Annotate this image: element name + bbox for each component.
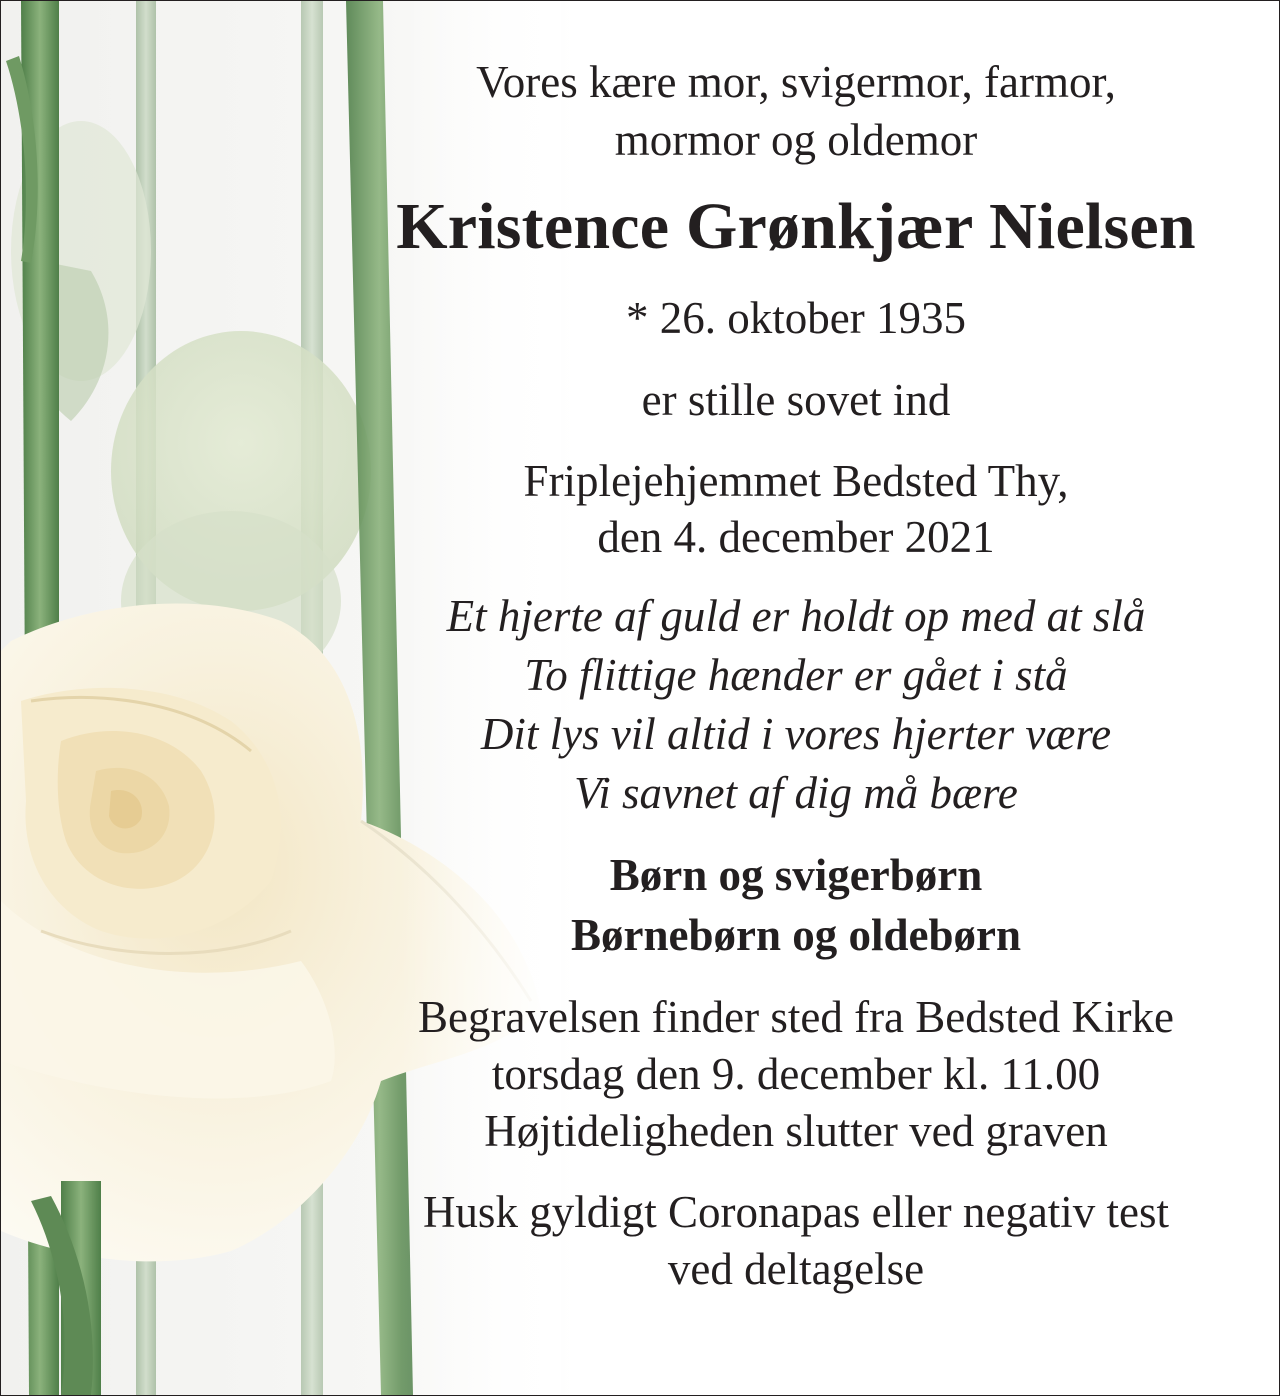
family-signature [341, 845, 1251, 965]
memorial-verse [341, 587, 1251, 823]
verse-line: Dit lys vil altid i vores hjerter være [480, 709, 1112, 759]
corona-notice [341, 1184, 1251, 1298]
family-line: Børnebørn og oldebørn [570, 910, 1022, 960]
funeral-info [341, 989, 1251, 1160]
intro-line: Vores kære mor, svigermor, farmor, [476, 57, 1116, 107]
deceased-name: Kristence Grønkjær Nielsen [396, 190, 1196, 263]
funeral-line: torsdag den 9. december kl. 11.00 [491, 1049, 1101, 1099]
place-and-date [341, 453, 1251, 565]
birth-date: * 26. oktober 1935 [626, 293, 966, 343]
family-line: Børn og svigerbørn [609, 850, 983, 900]
funeral-line: Højtideligheden slutter ved graven [484, 1106, 1108, 1156]
intro-line: mormor og oldemor [614, 115, 978, 165]
verse-line: Et hjerte af guld er holdt op med at slå [446, 591, 1146, 641]
date-line: den 4. december 2021 [597, 512, 995, 562]
funeral-line: Begravelsen finder sted fra Bedsted Kirke [418, 992, 1174, 1042]
notice-line: Husk gyldigt Coronapas eller negativ test [422, 1187, 1170, 1237]
verse-line: Vi savnet af dig må bære [574, 768, 1018, 818]
passed-text: er stille sovet ind [641, 375, 951, 425]
verse-line: To flittige hænder er gået i stå [524, 650, 1068, 700]
obituary-text [341, 53, 1251, 1298]
place-line: Friplejehjemmet Bedsted Thy, [523, 456, 1069, 506]
notice-line: ved deltagelse [667, 1244, 925, 1294]
intro-text [341, 53, 1251, 169]
